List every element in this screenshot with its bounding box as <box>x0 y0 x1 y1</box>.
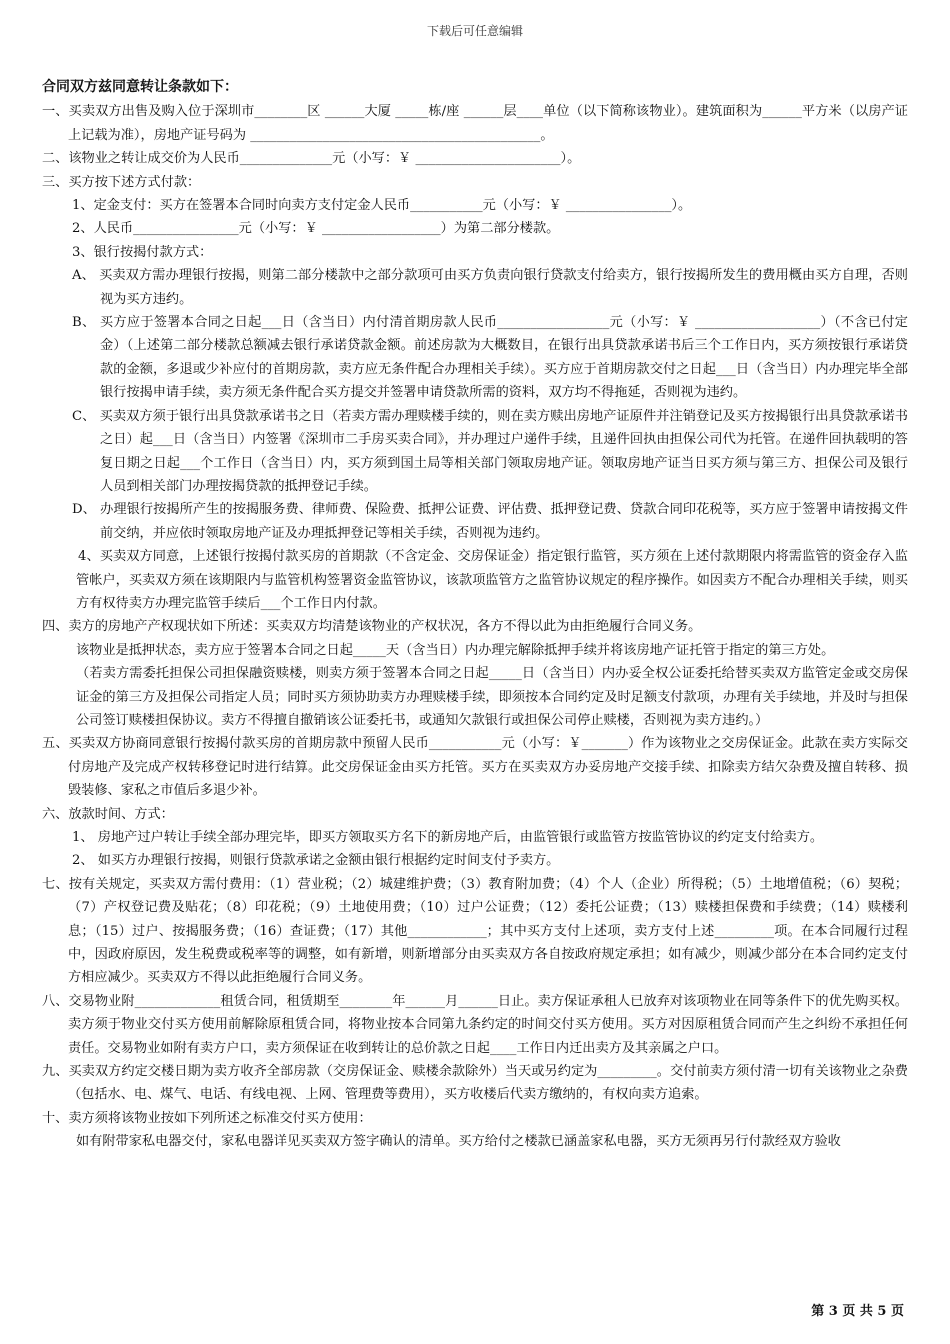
clause-5-handover-deposit: 五、买卖双方协商同意银行按揭付款买房的首期房款中预留人民币___________元（小写：￥_______）作为该物业之交房保证金。此款在卖方实际交付房地产及完成产权转移登记时进行结算。此交房保证金由买方托管。买方在买卖双方办妥房地产交接手续、扣除卖方结欠杂费及擅自转移、损毁装修、家私之市值后多退少补。 <box>42 736 908 799</box>
page-number: 第 3 页 共 5 页 <box>811 1304 904 1319</box>
clause-10-furniture: 如有附带家私电器交付，家私电器详见买卖双方签字确认的清单。买方给付之楼款已涵盖家私电器，买方无须再另行付款经双方验收 <box>76 1134 841 1150</box>
clause-10-delivery-standard: 十、卖方须将该物业按如下列所述之标准交付买方使用： <box>42 1110 372 1126</box>
clause-4-mortgage-state: 该物业是抵押状态，卖方应于签署本合同之日起_____天（含当日）内办理完解除抵押手续并将该房地产证托管于指定的第三方处。 <box>76 642 835 658</box>
clause-4-guarantee-note: （若卖方需委托担保公司担保融资赎楼，则卖方须于签署本合同之日起_____日（含当日）内办妥全权公证委托给替买卖双方监管定金或交房保证金的第三方及担保公司指定人员；同时买方须协助卖方办理赎楼手续，即须按本合同约定及时足额支付款项，办理有关手续地，并及时与担保公司签订赎楼担保协议。卖方不得擅自撤销该公证委托书，或通知欠款银行或担保公司停止赎楼，否则视为卖方违约。） <box>76 666 908 728</box>
clause-3-payment: 三、买方按下述方式付款： <box>42 174 201 190</box>
contract-body <box>42 76 908 1154</box>
clause-3-3-mortgage: 3、银行按揭付款方式： <box>72 244 213 260</box>
clause-6-1: 1、 房地产过户转让手续全部办理完毕，即买方领取买方名下的新房地产后，由监管银行或监管方按监管协议的约定支付给卖方。 <box>72 830 824 845</box>
page-header-note: 下载后可任意编辑 <box>426 24 523 38</box>
clause-3-4-supervision: 4、买卖双方同意，上述银行按揭付款买房的首期款（不含定金、交房保证金）指定银行监管，买方须在上述付款期限内将需监管的资金存入监管帐户，买卖双方须在该期限内与监管机构签署资金监管协议，该款项监管方之监管协议规定的程序操作。如因卖方不配合办理相关手续，则买方有权待卖方办理完监管手续后___个工作日内付款。 <box>76 549 908 611</box>
clause-3-3-a: A、 买卖双方需办理银行按揭，则第二部分楼款中之部分款项可由买方负责向银行贷款支付给卖方，银行按揭所发生的费用概由买方自理，否则视为买方违约。 <box>72 268 908 307</box>
clause-8-lease: 八、交易物业附_____________租赁合同，租赁期至________年______月______日止。卖方保证承租人已放弃对该项物业在同等条件下的优先购买权。卖方须于物业交付买方使用前解除原租赁合同，将物业按本合同第九条约定的时间交付买方使用。买方对因原租赁合同而产生之纠纷不承担任何责任。交易物业如附有卖方户口，卖方须保证在收到转让的总价款之日起____工作日内迁出卖方及其亲属之户口。 <box>42 993 908 1056</box>
contract-section-title: 合同双方兹同意转让条款如下： <box>42 79 238 95</box>
clause-6-2: 2、 如买方办理银行按揭，则银行贷款承诺之金额由银行根据约定时间支付予卖方。 <box>72 853 560 869</box>
clause-3-3-c: C、 买卖双方须于银行出具贷款承诺书之日（若卖方需办理赎楼手续的，则在卖方赎出房地产证原件并注销登记及买方按揭银行出具贷款承诺书之日）起___日（含当日）内签署《深圳市二手房买卖合同》，并办理过户递件手续，且递件回执由担保公司代为托管。在递件回执载明的答复日期之日起___个工作日（含当日）内，买方须到国土局等相关部门领取房地产证。领取房地产证当日买方须与第三方、担保公司及银行人员到相关部门办理按揭贷款的抵押登记手续。 <box>72 408 908 494</box>
clause-6-release: 六、放款时间、方式： <box>42 806 174 822</box>
clause-1-property: 一、买卖双方出售及购入位于深圳市________区 ______大厦 _____栋/座 ______层____单位（以下简称该物业）。建筑面积为______平方米（以房产证上记载为准），房地产证号码为 ____________________________________________。 <box>42 104 908 143</box>
clause-9-delivery-date: 九、买卖双方约定交楼日期为卖方收齐全部房款（交房保证金、赎楼余款除外）当天或另约定为_________。交付前卖方须付清一切有关该物业之杂费（包括水、电、煤气、电话、有线电视、上网、管理费等费用），买方收楼后代卖方缴纳的，有权向卖方追索。 <box>42 1064 908 1103</box>
clause-4-title-status: 四、卖方的房地产产权现状如下所述：买卖双方均清楚该物业的产权状况，各方不得以此为由拒绝履行合同义务。 <box>42 619 702 635</box>
clause-2-price: 二、该物业之转让成交价为人民币______________元（小写：￥ ______________________）。 <box>42 151 581 167</box>
clause-3-2-second-payment: 2、人民币________________元（小写：￥ __________________）为第二部分楼款。 <box>72 221 560 237</box>
clause-3-1-deposit: 1、定金支付：买方在签署本合同时向卖方支付定金人民币___________元（小写：￥ ________________）。 <box>72 198 692 214</box>
clause-3-3-d: D、 办理银行按揭所产生的按揭服务费、律师费、保险费、抵押公证费、评估费、抵押登记费、贷款合同印花税等，买方应于签署申请按揭文件前交纳，并应依时领取房地产证及办理抵押登记等相关手续，否则视为违约。 <box>72 502 908 541</box>
clause-3-3-b: B、 买方应于签署本合同之日起___日（含当日）内付清首期房款人民币_________________元（小写：￥ ___________________）（不含已付定金）（上述第二部分楼款总额减去银行承诺贷款金额。前述房款为大概数目，在银行出具贷款承诺书后三个工作日内，买方须按银行承诺贷款的金额，多退或少补应付的首期房款，卖方应无条件配合办理相关手续）。买方应于首期房款交付之日起___日（含当日）内办理完毕全部银行按揭申请手续，卖方须无条件配合买方提交并签署申请贷款所需的资料，双方均不得拖延，否则视为违约。 <box>72 315 908 401</box>
clause-7-fees: 七、按有关规定，买卖双方需付费用：（1）营业税；（2）城建维护费；（3）教育附加费；（4）个人（企业）所得税；（5）土地增值税；（6）契税；（7）产权登记费及贴花；（8）印花税；（9）土地使用费；（10）过户公证费；（12）委托公证费；（13）赎楼担保费和手续费；（14）赎楼利息；（15）过户、按揭服务费；（16）查证费；（17）其他____________；其中买方支付上述项，卖方支付上述_________项。在本合同履行过程中，因政府原因，发生税费或税率等的调整，如有新增，则新增部分由买卖双方各自按政府规定承担；如有减少，则减少部分在本合同约定支付方相应减少。买卖双方不得以此拒绝履行合同义务。 <box>42 876 908 986</box>
